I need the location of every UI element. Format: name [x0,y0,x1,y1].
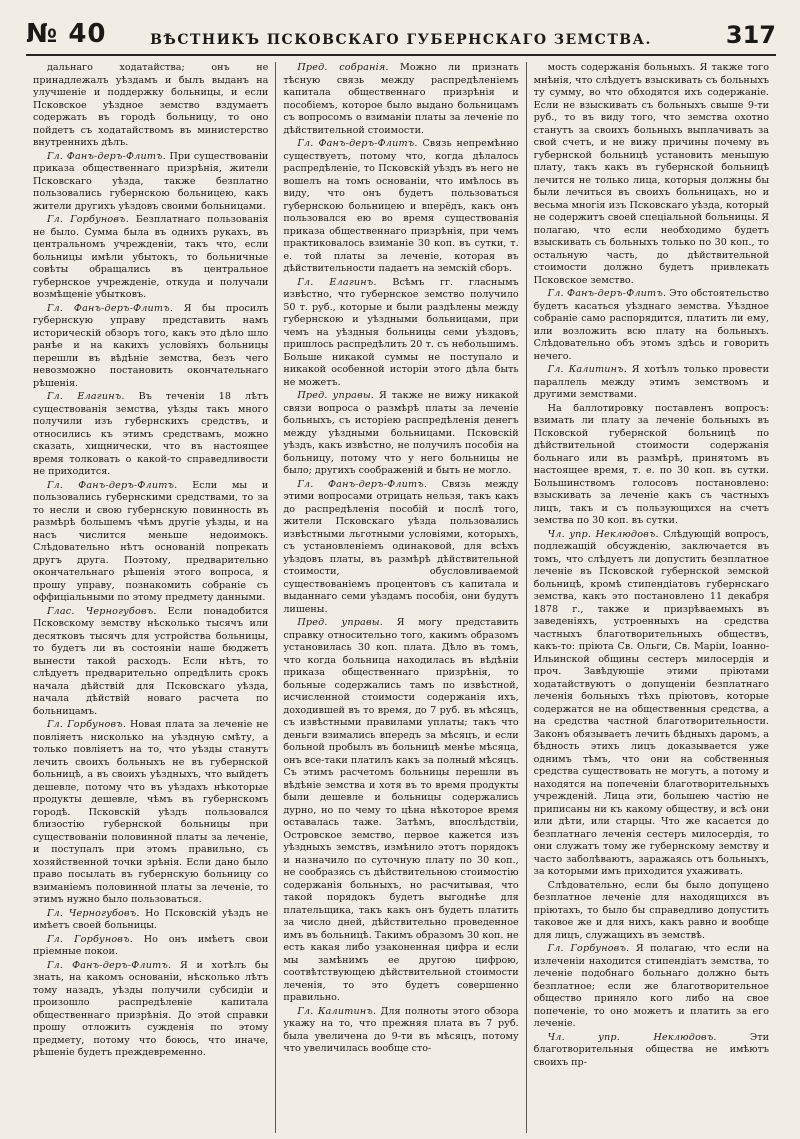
paragraph [283,138,518,276]
speaker-name: Гл. Калитинъ. [297,1005,377,1017]
paragraph-text: Въ теченіи 18 лѣтъ существованія земства, уѣзды такъ много получили изъ губернскихъ средствъ, и относились къ этимъ средствамъ, можно сказать, хищнически, что въ настоящее время толковать о какой-то справедливости не приходится. [33,391,269,477]
paragraph [33,62,268,150]
paragraph-text: Связь между этими вопросами отрицать нельзя, такъ какъ до распредѣленія пособій и послѣ того, жители Псковскаго уѣзда пользовались извѣстными льготными условіями, которыхъ, съ установленіемъ одинаковой, для всѣхъ уѣздовъ платы, въ размѣрѣ дѣйствительной стоимости, обусловливаемой существованіемъ процентовъ съ капитала и выданнаго семи уѣздамъ пособія, они будутъ лишены. [283,478,519,615]
paragraph [283,62,518,137]
paragraph-text: Эти благотворительныя общества не имѣютъ своихъ пр- [533,1031,769,1068]
paragraph [534,1032,769,1070]
paragraph [534,364,769,402]
paragraph-text: Но онъ имѣетъ свои пріемные покои. [33,933,269,957]
paragraph-text: Я также не вижу никакой связи вопроса о размѣрѣ платы за леченіе больныхъ, съ исторіею распредѣленія денегъ между уѣздными больницами. Псковскій уѣздъ, какъ извѣстно, не получилъ пособія на больницу, потому что у него больницы не было; другихъ соображеній и быть не могло. [283,390,519,476]
speaker-name: Гл. Горбуновъ. [47,933,133,945]
page-header [26,12,776,56]
paragraph [33,151,268,214]
page-number: 317 [725,21,776,49]
speaker-name: Чл. упр. Неклюдовъ. [547,1031,717,1043]
speaker-name: Гл. Горбуновъ. [47,719,127,730]
paragraph-text: Связь непремѣнно существуетъ, потому что, когда дѣлалось распредѣленіе, то Псковскій уѣздъ въ него не вошелъ на томъ основаніи, что имѣлось въ виду, что онъ будетъ пользоваться губернскою больницею и вперёдъ, какъ онъ пользовался ею во время существованія приказа общественнаго призрѣнія, при чемъ практиковалось взиманіе 30 коп. въ сутки, т. е. той платы за леченіе, которая въ дѣйствительности падаетъ на земскій сборъ. [283,138,519,274]
paragraph [283,617,518,1005]
paragraph-text: Если мы и пользовались губернскими средствами, то за то несли и свою губернскую повинность въ размѣрѣ большемъ чѣмъ другіе уѣзды, и на насъ числится меньше недоимокъ. Слѣдовательно нѣтъ основаній попрекать другъ друга. Поэтому, предварительно окончательнаго рѣшенія этого вопроса, я прошу управу, познакомить собраніе съ оффиціальными по этому предмету данными. [33,479,269,603]
paragraph [33,303,268,391]
paragraph-text: Слѣдующій вопросъ, подлежащій обсужденію, заключается въ томъ, что слѣдуетъ ли допустить безплатное леченіе въ Псковской губернской земской больницѣ, кромѣ стипендіатовъ губернскаго земства, какъ это постановлено 11 декабря 1878 г., также и призрѣваемыхъ въ заведеніяхъ, устроенныхъ на средства частныхъ благотворительныхъ обществъ, какъ-то: пріюта Св. Ольги, Св. Маріи, Іоанно-Ильинской общины сестеръ милосердія и проч. Завѣдующіе этими пріютами ходатайствуютъ о допущеніи безплатнаго леченія больныхъ тѣхъ пріютовъ, которые содержатся не на общественныя средства, а на средства частной благотворительности. Законъ обязываетъ лечить бѣдныхъ даромъ, а бѣдность этихъ лицъ доказывается уже однимъ тѣмъ, что они на собственныя средства существовать не могутъ, а потому и находятся на попеченіи благотворительныхъ учрежденій. Лица эти, большею частію не приписаны ни къ какому обществу, и всѣ они или дѣти, или старцы. Что же касается до безплатнаго леченія сестеръ милосердія, то они служатъ тому же губернскому земству и часто заболѣваютъ, заражаясь отъ больныхъ, за которыми имъ приходится ухаживать. [533,528,769,877]
paragraph [534,62,769,287]
speaker-name: Гл. Фанъ-деръ-Флитъ. [47,150,166,162]
paragraph [33,719,268,907]
paragraph-text: Новая плата за леченіе не повліяетъ нисколько на уѣздную смѣту, а только повліяетъ на то, что уѣзды станутъ лечить своихъ больныхъ не въ губернской больницѣ, а въ своихъ уѣздныхъ, что выйдетъ дешевле, потому что въ уѣздахъ нѣкоторые продукты дешевле, чѣмъ въ губернскомъ городѣ. Псковскій уѣздъ пользовался близостію губернской больницы при существованіи половинной платы за леченіе, и поступалъ при этомъ правильно, съ хозяйственной точки зрѣнія. Если дано было право посылать въ губернскую больницу со взиманіемъ половинной платы за леченіе, то этимъ нужно было пользоваться. [33,719,269,905]
issue-number: № 40 [26,19,107,49]
text-columns [26,62,776,1133]
paragraph [33,960,268,1060]
journal-title: ВѢСТНИКЪ ПСКОВСКАГО ГУБЕРНСКАГО ЗЕМСТВА. [150,32,652,48]
paragraph [33,480,268,605]
paragraph [283,277,518,390]
speaker-name: Гл. Фанъ-деръ-Флитъ. [47,479,178,491]
speaker-name: Гл. Фанъ-деръ-Флитъ. [47,959,172,971]
speaker-name: Пред. управы. [297,390,375,401]
paragraph [534,529,769,879]
column-3 [526,62,776,1133]
paragraph [283,1006,518,1056]
paragraph-text: Всѣмъ гг. гласнымъ извѣстно, что губернское земство получило 50 т. руб., которые и были раздѣлены между губернскою и уѣздными больницами, при чемъ на уѣздныя больницы семи уѣздовъ, пришлось распредѣлить 20 т. съ небольшимъ. Больше никакой суммы не поступало и никакой особенной исторіи этого дѣла быть не можетъ. [283,276,519,388]
speaker-name: Гл. Фанъ-деръ-Флитъ. [297,478,428,490]
paragraph-text: Я могу представить справку относительно того, какимъ образомъ установилась 30 коп. плата. Дѣло въ томъ, что когда больница находилась въ вѣдѣніи приказа общественнаго призрѣнія, то больные содержались тамъ по извѣстной, исчисленной стоимости содержанія ихъ, доходившей въ то время, до 7 руб. въ мѣсяцъ, съ извѣстными правилами уплаты; такъ что деньги взимались впередъ за мѣсяцъ, и если больной пробылъ въ больницѣ менѣе мѣсяца, онъ все-таки платилъ какъ за полный мѣсяцъ. Съ этимъ расчетомъ больницы перешли въ вѣдѣніе земства и хотя въ то время продукты были дешевле и больницы содержались дурно, но по чему то цѣна нѣкоторое время оставалась таже. Затѣмъ, впослѣдствіи, Островское земство, первое кажется изъ уѣздныхъ земствъ, измѣнило этотъ порядокъ и назначило по суточную плату по 30 коп., не сообразясь съ дѣйствительною стоимостію содержанія больныхъ, но расчитывая, что такой порядокъ будетъ выгоднѣе для плательщика, такъ какъ онъ будетъ платить за число дней, дѣйствительно проведенное имъ въ больницѣ. Такимъ образомъ 30 коп. не есть какая либо узаконенная цифра и если мы замѣнимъ ее другою цифрою, соотвѣтствующею дѣйствительной стоимости леченія, то это будетъ совершенно правильно. [283,617,519,1003]
paragraph-text: При существованіи приказа общественнаго призрѣнія, жители Псковскаго уѣзда, также безплатно пользовались губернскою больницею, какъ жители другихъ уѣздовъ своими больницами. [33,150,269,212]
paragraph [534,880,769,943]
paragraph-text: На баллотировку поставленъ вопросъ: взимать ли плату за леченіе больныхъ въ Псковской губернской больницѣ по дѣйствительной стоимости содержанія больнаго или въ размѣрѣ, принятомъ въ настоящее время, т. е. по 30 коп. въ сутки. Большинствомъ голосовъ постановлено: взыскивать за леченіе какъ съ частныхъ лицъ, такъ и съ пользующихся на счетъ земства по 30 коп. въ сутки. [533,402,769,526]
speaker-name: Пред. собранія. [297,62,389,73]
speaker-name: Гл. Елагинъ. [297,276,377,288]
paragraph-text: Это обстоятельство будетъ касаться уѣзднаго земства. Уѣздное собраніе само распорядится, платить ли ему, или возложить всю плату на больныхъ. Слѣдовательно объ этомъ здѣсь и говорить нечего. [533,288,769,362]
paragraph [33,391,268,479]
speaker-name: Гл. Фанъ-деръ-Флитъ. [547,288,667,299]
paragraph-text: Я полагаю, что если на излеченіи находится стипендіатъ земства, то леченіе подобнаго больнаго должно быть безплатное; если же благотворительное общество приняло кого либо на свое попеченіе, то оно можетъ и платить за его леченіе. [533,943,769,1029]
speaker-name: Глас. Черногубовъ. [47,605,157,617]
paragraph [534,288,769,363]
speaker-name: Гл. Фанъ-деръ-Флитъ. [47,302,174,314]
paragraph-text: Я и хотѣлъ бы знать, на какомъ основаніи, нѣсколько лѣтъ тому назадъ, уѣзды получили субсидіи и произошло распредѣленіе капитала общественнаго призрѣнія. До этой справки прошу отложить сужденія по этому предмету, потому что боюсь, что иначе, рѣшеніе будетъ преждевременно. [33,959,269,1058]
speaker-name: Чл. упр. Неклюдовъ. [547,528,659,540]
paragraph [33,214,268,302]
paragraph-text: Для полноты этого обзора укажу на то, что прежняя плата въ 7 руб. была увеличена до 9-ти въ мѣсяцъ, потому что увеличилась вообще сто- [283,1005,519,1054]
speaker-name: Гл. Елагинъ. [47,391,125,402]
paragraph-text: мость содержанія больныхъ. Я также того мнѣнія, что слѣдуетъ взыскивать съ больныхъ ту сумму, во что обходятся ихъ содержаніе. Если не взыскивать съ больныхъ свыше 9-ти руб., то въ виду того, что земства охотно станутъ за своихъ больныхъ выплачивать за свой счетъ, и не вижу причины почему въ губернской больницѣ установить меньшую плату, такъ какъ въ губернской больницѣ лечится не только лица, которыя должны бы были лечиться въ своихъ больницахъ, но и весьма многія изъ Псковскаго уѣзда, который не содержитъ своей спеціальной больницы. Я полагаю, что если необходимо будетъ взыскивать съ больныхъ только по 30 коп., то остальную часть, до дѣйствительной стоимости должно будетъ привлекать Псковское земство. [533,62,769,286]
paragraph [33,934,268,959]
speaker-name: Пред. управы. [297,617,384,628]
paragraph-text: Можно ли признать тѣсную связь между распредѣленіемъ капитала общественнаго призрѣнія и пособіемъ, которое было выдано больницамъ съ вопросомъ о взиманіи платы за леченіе по дѣйствительной стоимости. [283,62,519,136]
paragraph [534,403,769,528]
speaker-name: Гл. Калитинъ. [547,364,628,375]
paragraph [33,908,268,933]
paragraph-text: Безплатнаго пользованія не было. Сумма была въ однихъ рукахъ, въ центральномъ учрежденіи, такъ что, если больницы имѣли убытокъ, то больничные совѣты обращались въ центральное губернское учрежденіе, откуда и получали возмѣщеніе убытковъ. [33,214,269,300]
speaker-name: Гл. Черногубовъ. [47,907,140,919]
speaker-name: Гл. Горбуновъ. [47,214,130,225]
paragraph-text: Но Псковскій уѣздъ не имѣетъ своей больницы. [33,907,269,931]
column-2 [275,62,525,1133]
paragraph-text: Я хотѣлъ только провести параллель между этимъ земствомъ и другими земствами. [533,364,769,400]
paragraph-text: дальнаго ходатайства; онъ не принадлежалъ уѣздамъ и былъ выданъ на улучшеніе и поддержку больницы, и если Псковское уѣздное земство вздумаетъ содержать въ городѣ больницу, то оно пойдетъ съ ходатайствомъ въ министерство внутреннихъ дѣлъ. [33,62,269,148]
paragraph [283,390,518,478]
speaker-name: Гл. Горбуновъ. [547,943,630,954]
column-1 [26,62,275,1133]
paragraph [33,606,268,719]
speaker-name: Гл. Фанъ-деръ-Флитъ. [297,138,418,149]
paragraph-text: Я бы просилъ губернскую управу представить намъ историческій обзоръ того, какъ это дѣло шло ранѣе и на какихъ условіяхъ больницы перешли въ вѣдѣніе земства, безъ чего невозможно постановить окончательнаго рѣшенія. [33,302,269,389]
paragraph-text: Если понадобится Псковскому земству нѣсколько тысячъ или десятковъ тысячъ для устройства больницы, то будетъ ли въ состояніи наше бюджетъ вынести такой расходъ. Если нѣтъ, то слѣдуетъ предварительно опредѣлить срокъ начала дѣйствій для Псковскаго уѣзда, начала дѣйствій новаго расчета по больницамъ. [33,605,269,717]
paragraph [283,479,518,617]
paragraph-text: Слѣдовательно, если бы было допущено безплатное леченіе для находящихся въ пріютахъ, то было бы справедливо допустить таковое же и для нихъ, какъ равно и вообще для лицъ, служащихъ въ земствѣ. [533,879,769,941]
paragraph [534,943,769,1031]
